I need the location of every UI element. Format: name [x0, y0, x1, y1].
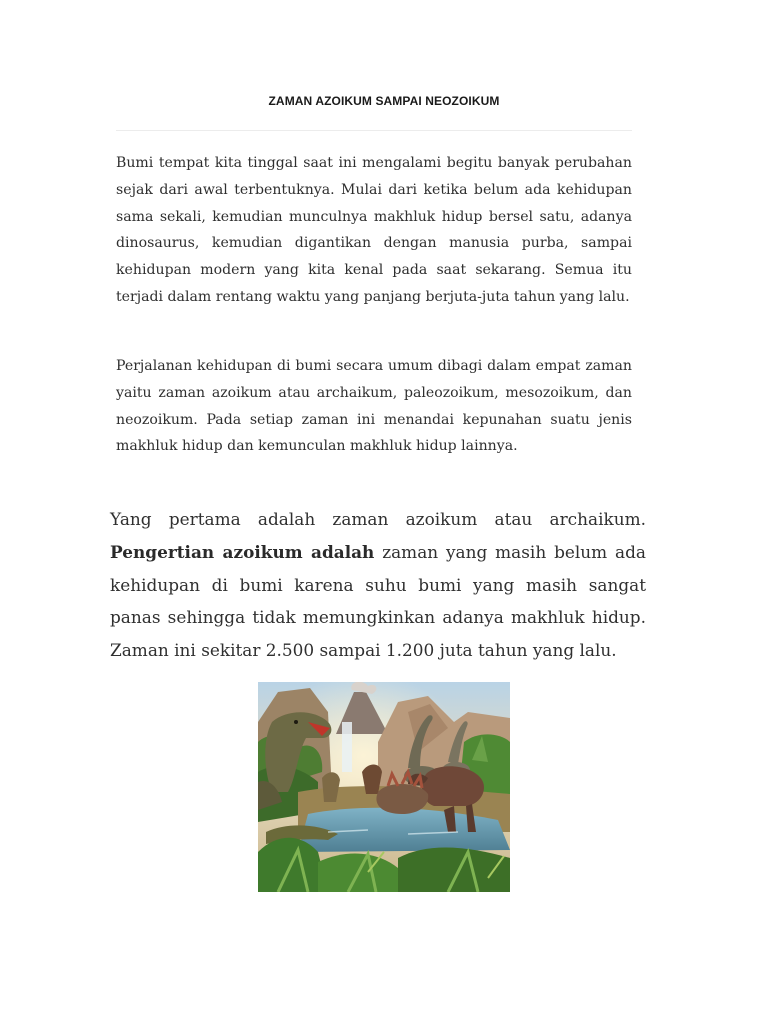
paragraph-azoikum-bold: Pengertian azoikum adalah — [110, 541, 375, 562]
page-title: ZAMAN AZOIKUM SAMPAI NEOZOIKUM — [268, 94, 500, 108]
paragraph-intro: Bumi tempat kita tinggal saat ini mengalami begitu banyak perubahan sejak dari awal terbentuknya. Mulai dari ketika belum ada kehidupan sama sekali, kemudian munculnya makhluk hidup bersel satu, adanya dinosaurus, kemudian digantikan dengan manusia purba, sampai kehidupan modern yang kita kenal pada saat sekarang. Semua itu terjadi dalam rentang waktu yang panjang berjuta-juta tahun yang lalu. — [116, 155, 632, 305]
dinosaur-illustration — [258, 682, 510, 892]
paragraph-eras: Perjalanan kehidupan di bumi secara umum dibagi dalam empat zaman yaitu zaman azoikum atau archaikum, paleozoikum, mesozoikum, dan neozoikum. Pada setiap zaman ini menandai kepunahan suatu jenis makhluk hidup dan kemunculan makhluk hidup lainnya. — [116, 358, 632, 455]
paragraph-azoikum-rest: zaman yang masih belum ada kehidupan di bumi karena suhu bumi yang masih sangat panas sehingga tidak memungkinkan adanya makhluk hidup. Zaman ini sekitar 2.500 sampai 1.200 juta tahun yang lalu. — [110, 541, 646, 661]
title-divider — [116, 130, 632, 131]
paragraph-azoikum — [110, 503, 646, 667]
paragraph-azoikum-intro: Yang pertama adalah zaman azoikum atau archaikum. — [110, 509, 646, 529]
